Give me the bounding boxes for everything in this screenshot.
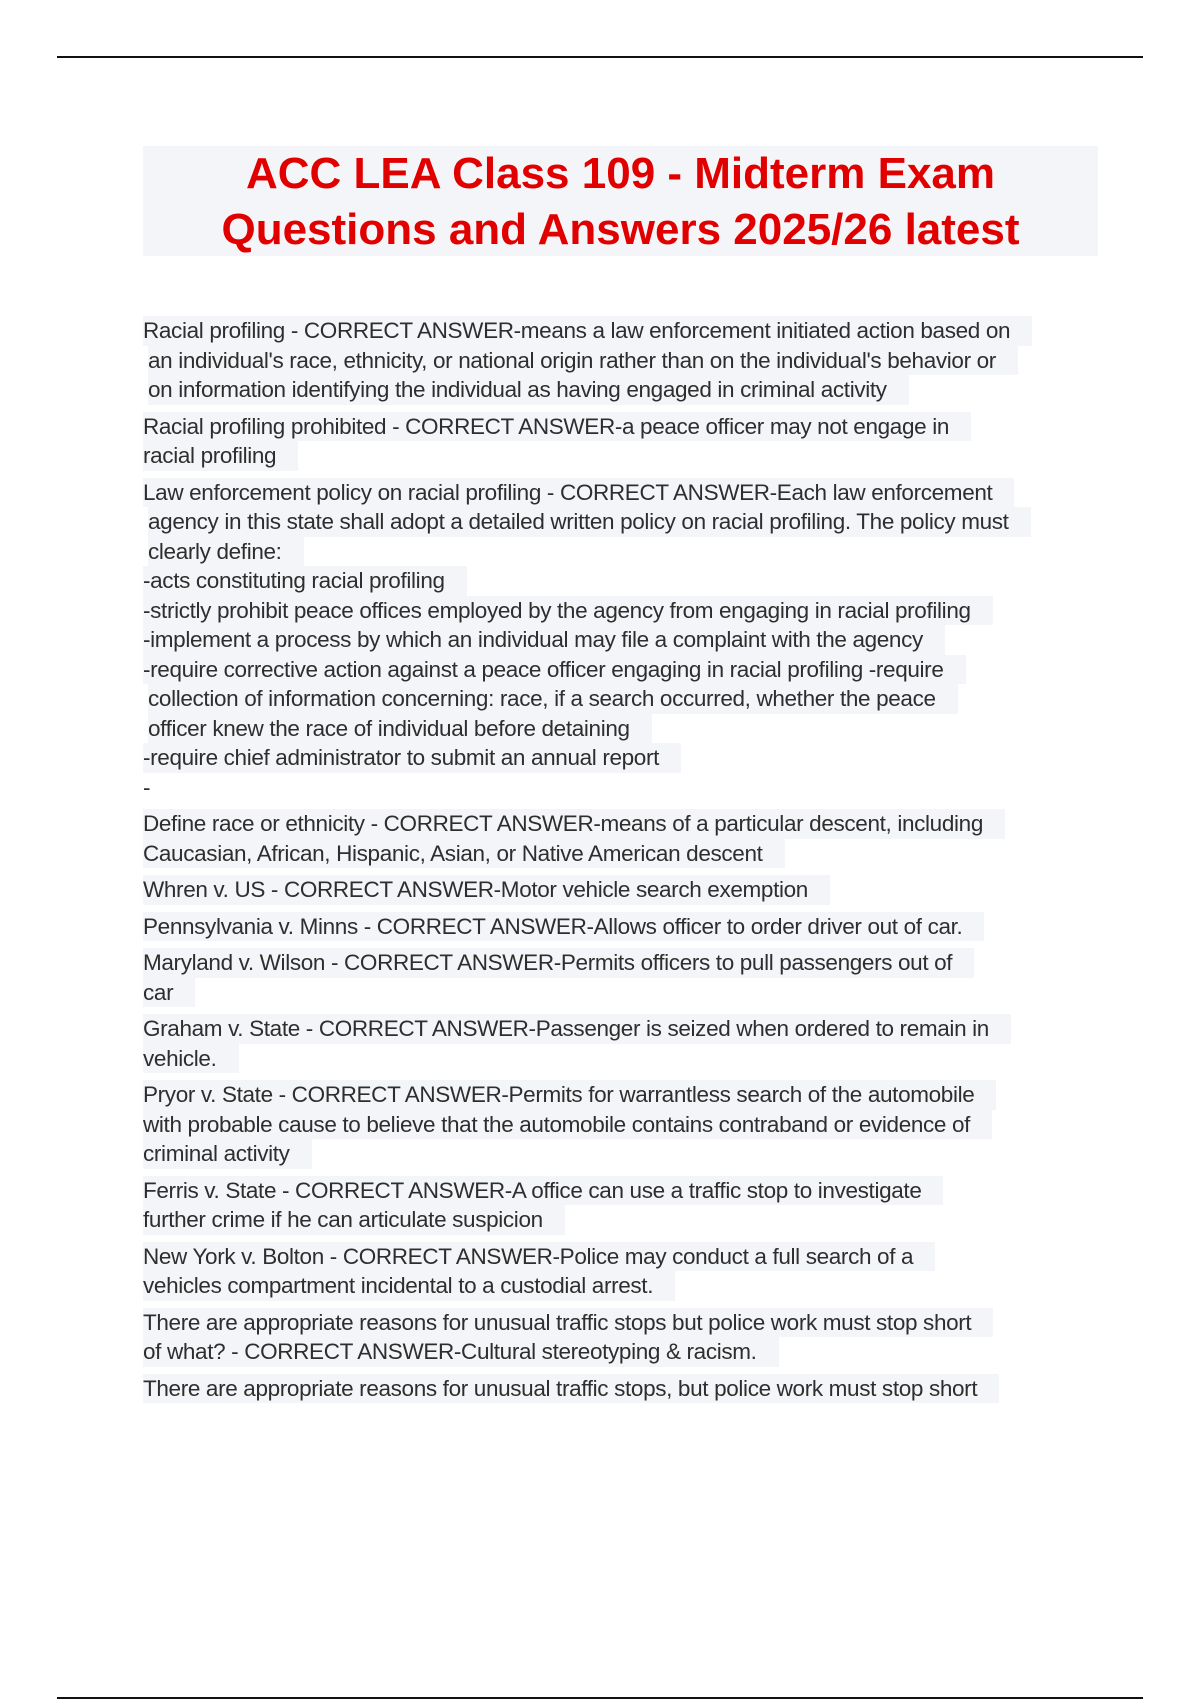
qa-line: Law enforcement policy on racial profiling - CORRECT ANSWER-Each law enforcement (143, 478, 1014, 508)
qa-entry-law-enforcement-policy (143, 478, 1103, 803)
qa-entry-whren (143, 875, 1103, 905)
qa-line: Whren v. US - CORRECT ANSWER-Motor vehicle search exemption (143, 875, 830, 905)
qa-entry-pennsylvania (143, 912, 1103, 942)
top-rule (57, 56, 1143, 58)
qa-line: Graham v. State - CORRECT ANSWER-Passenger is seized when ordered to remain in (143, 1014, 1011, 1044)
bottom-rule (57, 1697, 1143, 1699)
qa-entry-unusual-stops-continued (143, 1374, 1103, 1404)
qa-bullet-line: -require corrective action against a peace officer engaging in racial profiling -require (143, 655, 966, 685)
qa-list (143, 316, 1103, 1410)
qa-entry-pryor (143, 1080, 1103, 1169)
qa-line: Define race or ethnicity - CORRECT ANSWER-means of a particular descent, including (143, 809, 1005, 839)
qa-entry-maryland (143, 948, 1103, 1007)
qa-line: Pennsylvania v. Minns - CORRECT ANSWER-Allows officer to order driver out of car. (143, 912, 984, 942)
qa-bullet-line: -implement a process by which an individual may file a complaint with the agency (143, 625, 945, 655)
qa-line: clearly define: (148, 537, 304, 567)
qa-entry-unusual-stops (143, 1308, 1103, 1367)
qa-line: Maryland v. Wilson - CORRECT ANSWER-Permits officers to pull passengers out of (143, 948, 974, 978)
qa-bullet-line: -acts constituting racial profiling (143, 566, 467, 596)
qa-line: Racial profiling prohibited - CORRECT ANSWER-a peace officer may not engage in (143, 412, 971, 442)
title-line-2: Questions and Answers 2025/26 latest (221, 205, 1020, 254)
qa-line: car (143, 978, 195, 1008)
qa-line: Racial profiling - CORRECT ANSWER-means a law enforcement initiated action based on (143, 316, 1032, 346)
qa-entry-define-race (143, 809, 1103, 868)
qa-line: Pryor v. State - CORRECT ANSWER-Permits for warrantless search of the automobile (143, 1080, 996, 1110)
qa-line: an individual's race, ethnicity, or national origin rather than on the individual's behavior or (148, 346, 1018, 376)
qa-line: vehicles compartment incidental to a custodial arrest. (143, 1271, 675, 1301)
qa-line: vehicle. (143, 1044, 239, 1074)
qa-line: on information identifying the individual as having engaged in criminal activity (148, 375, 909, 405)
qa-entry-ferris (143, 1176, 1103, 1235)
qa-line: officer knew the race of individual before detaining (148, 714, 652, 744)
qa-entry-graham (143, 1014, 1103, 1073)
qa-line: racial profiling (143, 441, 298, 471)
qa-bullet-line: -strictly prohibit peace offices employed by the agency from engaging in racial profiling (143, 596, 993, 626)
qa-entry-new-york (143, 1242, 1103, 1301)
qa-line: with probable cause to believe that the automobile contains contraband or evidence of (143, 1110, 992, 1140)
qa-entry-racial-profiling-prohibited (143, 412, 1103, 471)
qa-line: collection of information concerning: race, if a search occurred, whether the peace (148, 684, 958, 714)
title-line-1: ACC LEA Class 109 - Midterm Exam (245, 149, 996, 198)
qa-line: Ferris v. State - CORRECT ANSWER-A office can use a traffic stop to investigate (143, 1176, 943, 1206)
qa-line: Caucasian, African, Hispanic, Asian, or Native American descent (143, 839, 785, 869)
qa-line: further crime if he can articulate suspicion (143, 1205, 565, 1235)
qa-line: agency in this state shall adopt a detailed written policy on racial profiling. The policy must (148, 507, 1031, 537)
qa-bullet-line: - (143, 774, 151, 800)
qa-entry-racial-profiling (143, 316, 1103, 405)
qa-line: There are appropriate reasons for unusual traffic stops, but police work must stop short (143, 1374, 999, 1404)
qa-line: criminal activity (143, 1139, 312, 1169)
document-title (143, 146, 1098, 256)
qa-line: of what? - CORRECT ANSWER-Cultural stereotyping & racism. (143, 1337, 779, 1367)
qa-line: There are appropriate reasons for unusual traffic stops but police work must stop short (143, 1308, 993, 1338)
qa-line: New York v. Bolton - CORRECT ANSWER-Police may conduct a full search of a (143, 1242, 935, 1272)
qa-bullet-line: -require chief administrator to submit an annual report (143, 743, 681, 773)
